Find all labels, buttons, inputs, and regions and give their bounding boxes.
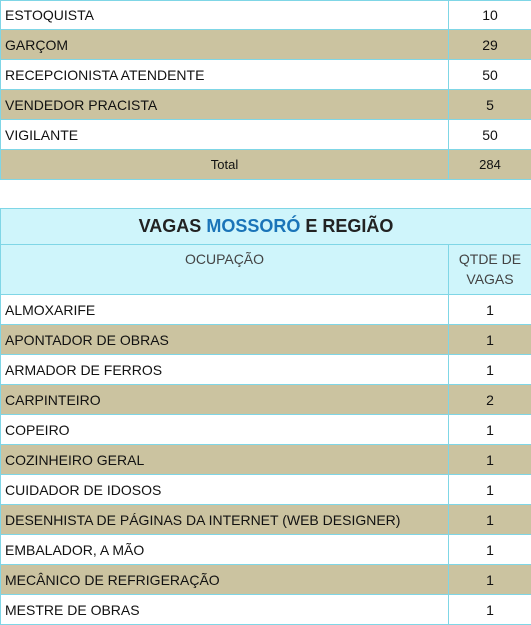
- quantity-cell: 1: [449, 295, 531, 325]
- title-prefix: VAGAS: [138, 216, 207, 236]
- table-row: [1, 475, 531, 505]
- quantity-cell: 50: [449, 60, 531, 90]
- table-row: [1, 90, 531, 120]
- occupation-cell: APONTADOR DE OBRAS: [1, 325, 449, 355]
- quantity-cell: 1: [449, 355, 531, 385]
- quantity-cell: 1: [449, 595, 531, 625]
- occupation-cell: CARPINTEIRO: [1, 385, 449, 415]
- quantity-cell: 1: [449, 475, 531, 505]
- table-row: [1, 535, 531, 565]
- quantity-cell: 50: [449, 120, 531, 150]
- quantity-cell: 1: [449, 415, 531, 445]
- quantity-cell: 1: [449, 325, 531, 355]
- total-value: 284: [449, 150, 531, 180]
- title-suffix: E REGIÃO: [300, 216, 394, 236]
- vacancies-table-previous: [0, 0, 531, 180]
- occupation-cell: EMBALADOR, A MÃO: [1, 535, 449, 565]
- occupation-cell: VENDEDOR PRACISTA: [1, 90, 449, 120]
- occupation-cell: COZINHEIRO GERAL: [1, 445, 449, 475]
- quantity-cell: 1: [449, 505, 531, 535]
- total-label: Total: [1, 150, 449, 180]
- table-row: [1, 505, 531, 535]
- occupation-cell: DESENHISTA DE PÁGINAS DA INTERNET (WEB DESIGNER): [1, 505, 449, 535]
- quantity-cell: 5: [449, 90, 531, 120]
- header-occupation: OCUPAÇÃO: [1, 245, 449, 295]
- occupation-cell: VIGILANTE: [1, 120, 449, 150]
- table-header-row: [1, 245, 531, 295]
- table-row: [1, 595, 531, 625]
- total-row: [1, 150, 531, 180]
- table-row: [1, 1, 531, 30]
- quantity-cell: 10: [449, 1, 531, 30]
- table-row: [1, 385, 531, 415]
- occupation-cell: ARMADOR DE FERROS: [1, 355, 449, 385]
- occupation-cell: ESTOQUISTA: [1, 1, 449, 30]
- table-title-row: [1, 209, 531, 245]
- occupation-cell: GARÇOM: [1, 30, 449, 60]
- occupation-cell: RECEPCIONISTA ATENDENTE: [1, 60, 449, 90]
- occupation-cell: CUIDADOR DE IDOSOS: [1, 475, 449, 505]
- occupation-cell: MECÂNICO DE REFRIGERAÇÃO: [1, 565, 449, 595]
- table-title: [1, 209, 531, 245]
- title-city: MOSSORÓ: [206, 216, 301, 236]
- occupation-cell: ALMOXARIFE: [1, 295, 449, 325]
- header-quantity: QTDE DE VAGAS: [449, 245, 531, 295]
- quantity-cell: 1: [449, 535, 531, 565]
- table-row: [1, 445, 531, 475]
- table-row: [1, 30, 531, 60]
- table-row: [1, 295, 531, 325]
- quantity-cell: 29: [449, 30, 531, 60]
- table-row: [1, 60, 531, 90]
- table-row: [1, 355, 531, 385]
- table-row: [1, 120, 531, 150]
- vacancies-table-mossoro: [0, 208, 531, 625]
- occupation-cell: COPEIRO: [1, 415, 449, 445]
- table-row: [1, 325, 531, 355]
- occupation-cell: MESTRE DE OBRAS: [1, 595, 449, 625]
- table-row: [1, 565, 531, 595]
- quantity-cell: 2: [449, 385, 531, 415]
- quantity-cell: 1: [449, 445, 531, 475]
- table-row: [1, 415, 531, 445]
- quantity-cell: 1: [449, 565, 531, 595]
